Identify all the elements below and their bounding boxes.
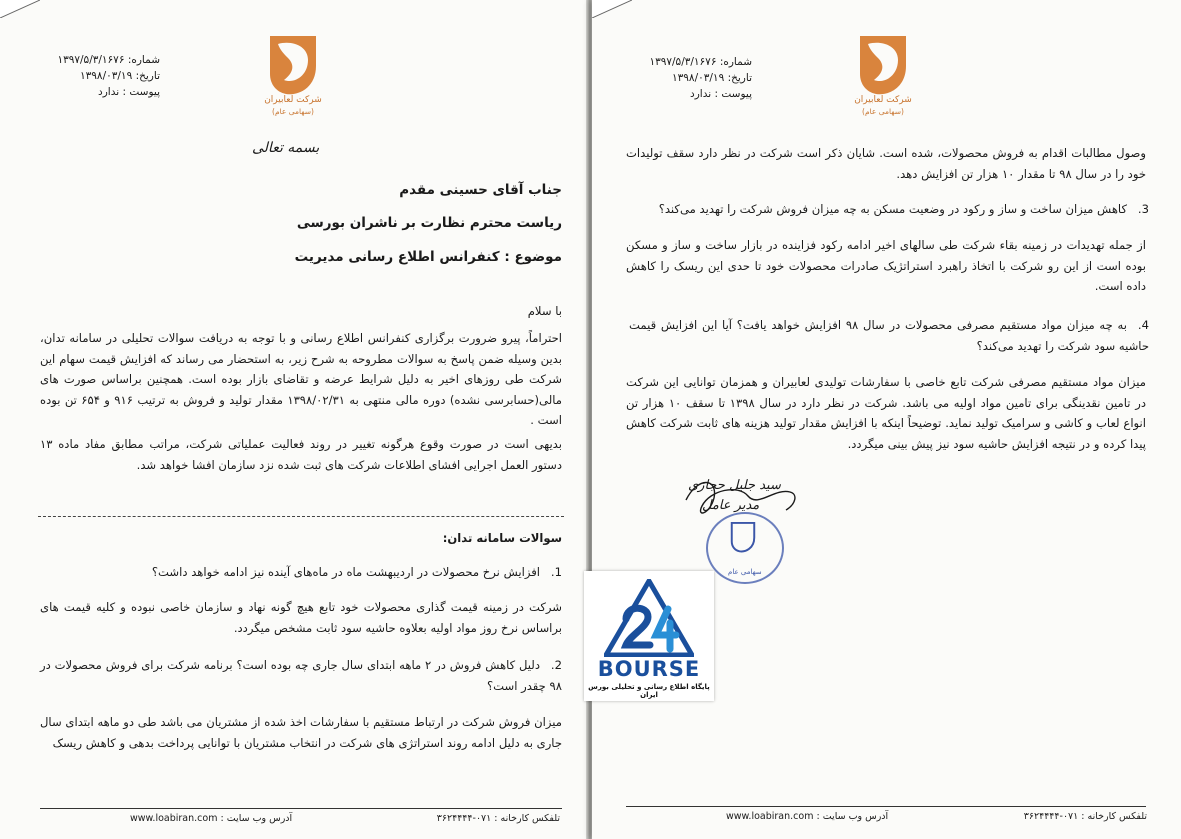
page-fold-corner bbox=[0, 0, 40, 18]
bourse-subtitle: پایگاه اطلاع رسانی و تحلیلی بورس ایران bbox=[588, 683, 710, 699]
footer-divider bbox=[40, 808, 562, 809]
question-4-text: به چه میزان مواد مستقیم مصرفی محصولات در سال ۹۸ افزایش خواهد یافت؟ آیا این افزایش قیمت حاشیه سود شرکت را تهدید می‌کند؟ bbox=[629, 318, 1149, 353]
bourse-word: BOURSE bbox=[597, 657, 701, 681]
bourse24-logo bbox=[584, 571, 714, 701]
questions-title: سوالات سامانه تدان: bbox=[442, 531, 562, 545]
footer-phone bbox=[437, 813, 560, 824]
stamp-logo-icon bbox=[725, 520, 761, 564]
meta-number-label-2: شماره: bbox=[719, 56, 752, 68]
meta-attach-value-2: ندارد bbox=[690, 88, 712, 100]
body-paragraph-1: احتراماً، پیرو ضرورت برگزاری کنفرانس اطلاع رسانی و با توجه به دریافت سوالات تحلیلی در سامانه تدان، بدین وسیله ضمن پاسخ به سوالات مطروحه به شرح زیر، به استحضار می رساند که افزایش قیمت سهام این شرکت طی روزهای اخیر به دلیل شرایط عرضه و تقاضای بازار بوده است. همچنین براساس صورت های مالی(حسابرسی نشده) دوره مالی منتهی به ۱۳۹۸/۰۲/۳۱ مقدار تولید و فروش به ترتیب ۹۱۶ و ۶۵۴ تن بوده است . bbox=[40, 331, 562, 427]
letter-meta bbox=[30, 52, 160, 100]
logo-sub: (سهامی عام) bbox=[272, 107, 314, 116]
answer-2: میزان فروش شرکت در ارتباط مستقیم با سفارشات اخذ شده از مشتریان می باشد طی دو ماهه ابتدای سال جاری به دلیل ادامه روند استراتژی های شرکت در انتخاب مشتریان با توانایی پرداخت بدهی و کاهش ریسک bbox=[40, 715, 562, 750]
footer-phone-2 bbox=[1024, 811, 1147, 822]
question-1-text: افزایش نرخ محصولات در اردیبهشت ماه در ماه‌های آینده نیز ادامه خواهد داشت؟ bbox=[151, 565, 540, 579]
question-1 bbox=[47, 562, 562, 583]
meta-date-label: تاریخ: bbox=[135, 70, 160, 82]
answer-1: شرکت در زمینه قیمت گذاری محصولات خود تابع هیچ گونه نهاد و سازمان خاصی نبوده و کلیه قیمت های براساس نرخ روز مواد اولیه بعلاوه حاشیه سود ثابت مشخص میگردد. bbox=[40, 600, 562, 635]
letter-page-2 bbox=[592, 0, 1181, 839]
footer-web-value-2: www.loabiran.com bbox=[726, 811, 814, 822]
question-3-text: کاهش میزان ساخت و ساز و رکود در وضعیت مسکن به چه میزان فروش شرکت را تهدید می‌کند؟ bbox=[658, 202, 1127, 216]
footer-divider-2 bbox=[626, 806, 1146, 807]
greeting: با سلام bbox=[527, 304, 562, 318]
letter-page-1 bbox=[0, 0, 590, 839]
continued-paragraph: وصول مطالبات اقدام به فروش محصولات، شده است. شایان ذکر است شرکت در نظر دارد سقف تولیدات خود را در سال ۹۸ تا مقدار ۱۰ هزار تن افزایش دهد. bbox=[626, 146, 1146, 181]
footer-website bbox=[130, 813, 292, 824]
meta-date-label-2: تاریخ: bbox=[727, 72, 752, 84]
meta-number-label: شماره: bbox=[127, 54, 160, 66]
answer-4: میزان مواد مستقیم مصرفی شرکت تابع خاصی با سفارشات تولیدی لعابیران و همزمان توانایی این شرکت در تامین نقدینگی برای تامین مواد اولیه می باشد. شرکت در نظر دارد در سال ۱۳۹۸ تا سقف ۱۰ هزار تن انواع لعاب و کاشی و سرامیک تولید نماید. توضیحاً اینکه با افزایش مقدار تولید هزینه های ثابت شرکت کاهش پیدا کرده و در نتیجه افزایش حاشیه سود نیز پیش بینی میگردد. bbox=[626, 375, 1146, 451]
signer-name: سید جلیل حجازی bbox=[688, 478, 781, 493]
subject-line: موضوع : کنفرانس اطلاع رسانی مدیریت bbox=[294, 249, 562, 265]
question-4-number: 4. bbox=[1137, 318, 1149, 332]
footer-phone-label-2: تلفکس کارخانه : bbox=[1081, 811, 1147, 822]
bismillah: بسمه تعالی bbox=[252, 140, 320, 156]
meta-attach-label-2: پیوست : bbox=[714, 88, 752, 100]
question-2-text: دلیل کاهش فروش در ۲ ماهه ابتدای سال جاری چه بوده است؟ برنامه شرکت برای فروش محصولات در ۹۸ چقدر است؟ bbox=[40, 658, 562, 693]
stamp-label: سهامی عام bbox=[728, 568, 762, 576]
question-1-number: 1. bbox=[550, 565, 562, 579]
meta-attach-value: ندارد bbox=[98, 86, 120, 98]
recipient-position: ریاست محترم نظارت بر ناشران بورسی bbox=[296, 215, 562, 231]
footer-web-label-2: آدرس وب سایت : bbox=[816, 811, 889, 822]
question-2-number: 2. bbox=[550, 658, 562, 672]
footer-phone-value-2: ۰۷۱-۳۶۲۴۴۴۴ bbox=[1023, 811, 1079, 822]
meta-attach-label: پیوست : bbox=[122, 86, 160, 98]
body-paragraph-2: بدیهی است در صورت وقوع هرگونه تغییر در روند فعالیت عملیاتی شرکت، مراتب مطابق مفاد ماده ۱۳ دستور العمل اجرایی افشای اطلاعات شرکت های ثبت شده نزد سازمان افشا خواهد شد. bbox=[40, 437, 562, 472]
footer-web-label: آدرس وب سایت : bbox=[220, 813, 293, 824]
meta-date-value-2: ۱۳۹۸/۰۳/۱۹ bbox=[672, 72, 725, 84]
bourse24-emblem-icon bbox=[604, 579, 694, 657]
question-3-number: 3. bbox=[1137, 202, 1149, 216]
recipient: جناب آقای حسینی مقدم bbox=[399, 182, 562, 198]
logo-sub-2: (سهامی عام) bbox=[862, 107, 904, 116]
question-4 bbox=[629, 315, 1149, 356]
question-2 bbox=[40, 655, 562, 696]
logo-name-2: شرکت لعابیران bbox=[854, 95, 912, 105]
signer-title: مدیر عامل bbox=[702, 498, 760, 513]
meta-number-value: ۱۳۹۷/۵/۳/۱۶۷۶ bbox=[57, 54, 125, 66]
footer-phone-label: تلفکس کارخانه : bbox=[494, 813, 560, 824]
question-3 bbox=[629, 199, 1149, 220]
footer-phone-value: ۰۷۱-۳۶۲۴۴۴۴ bbox=[436, 813, 492, 824]
letter-meta-2 bbox=[622, 54, 752, 102]
page-fold-corner-2 bbox=[592, 0, 632, 18]
footer-web-value: www.loabiran.com bbox=[130, 813, 218, 824]
section-divider bbox=[38, 516, 564, 517]
meta-number-value-2: ۱۳۹۷/۵/۳/۱۶۷۶ bbox=[649, 56, 717, 68]
footer-website-2 bbox=[726, 811, 888, 822]
meta-date-value: ۱۳۹۸/۰۳/۱۹ bbox=[80, 70, 133, 82]
logo-name: شرکت لعابیران bbox=[264, 95, 322, 105]
answer-3: از جمله تهدیدات در زمینه بقاء شرکت طی سالهای اخیر ادامه رکود فزاینده در بازار ساخت و ساز و مسکن بوده است از این رو شرکت با اتخاذ راهبرد استراتژیک صادرات محصولات خود تا حدی این ریسک را کاهش داده است. bbox=[626, 238, 1146, 293]
